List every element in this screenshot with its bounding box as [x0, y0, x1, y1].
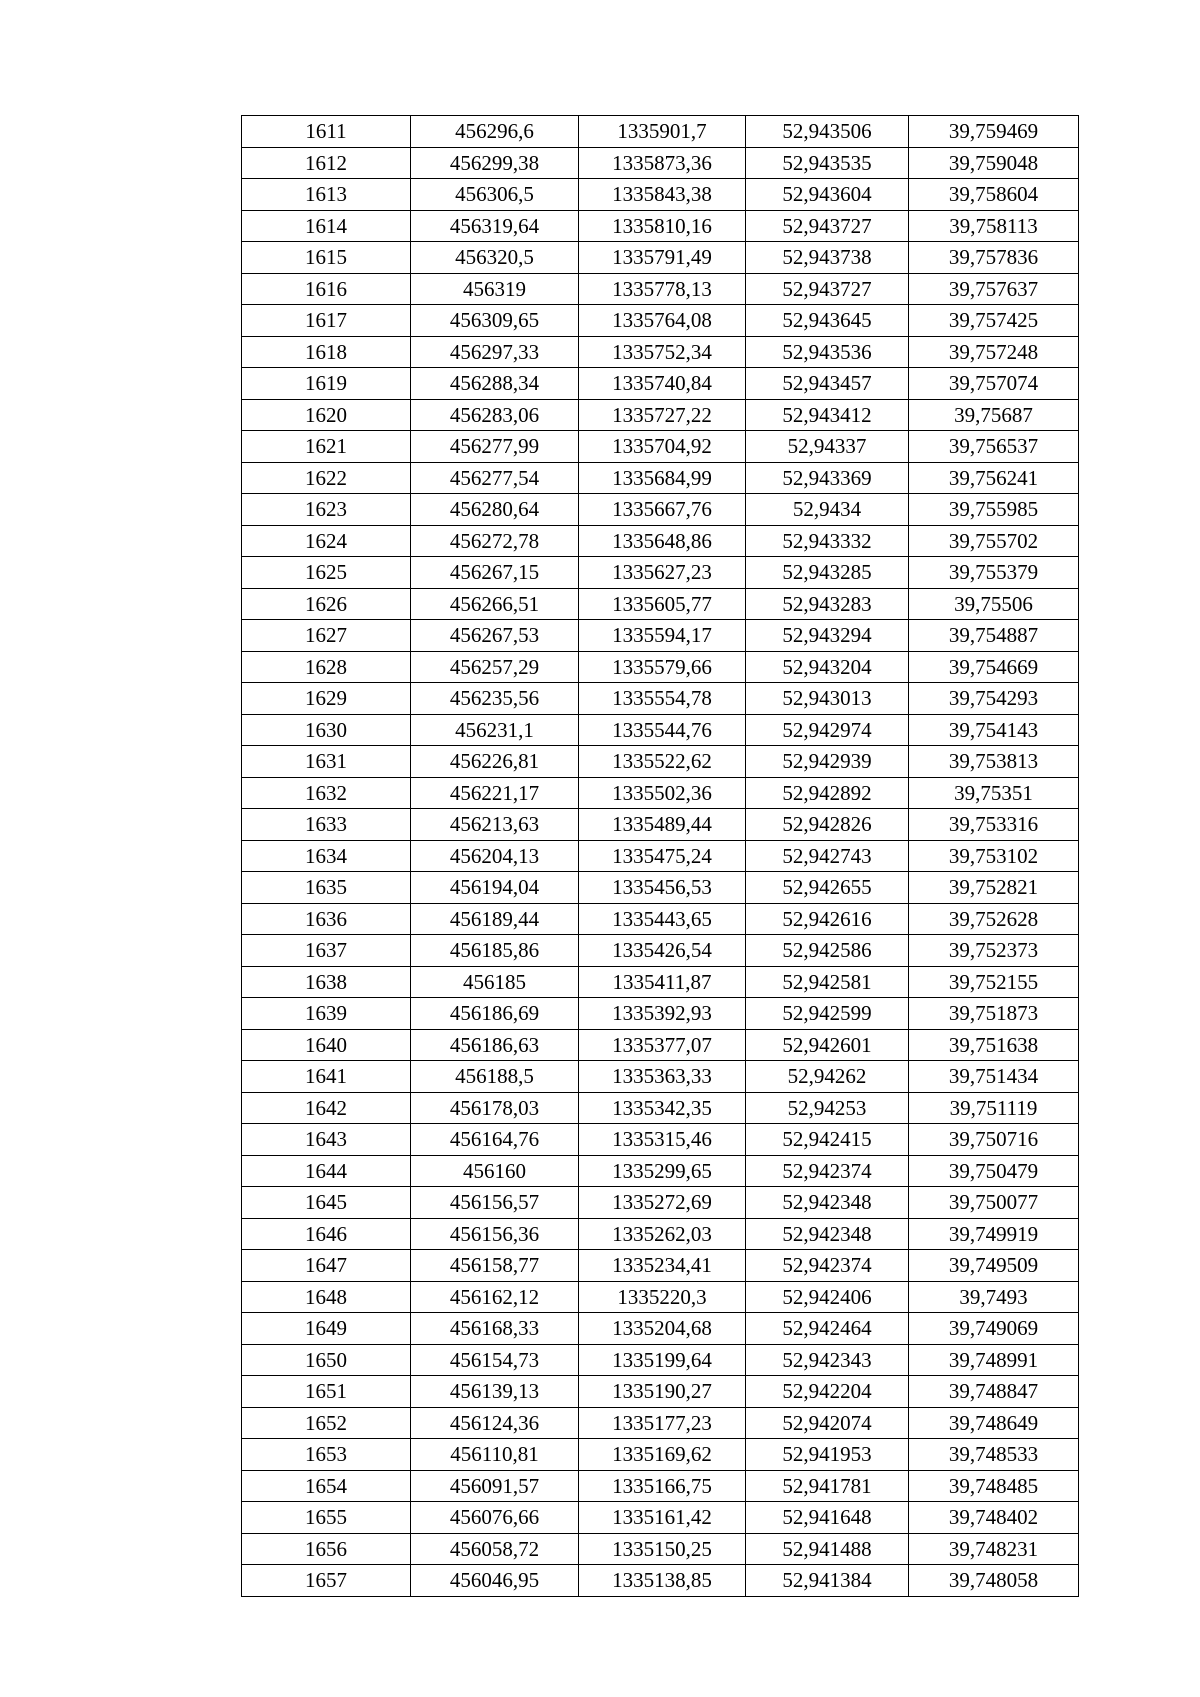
y-coordinate-cell: 1335299,65: [579, 1155, 746, 1187]
x-coordinate-cell: 456277,54: [411, 462, 579, 494]
x-coordinate-cell: 456288,34: [411, 368, 579, 400]
latitude-cell: 52,942892: [746, 777, 909, 809]
coordinates-table: [241, 115, 1079, 1597]
x-coordinate-cell: 456156,57: [411, 1187, 579, 1219]
y-coordinate-cell: 1335554,78: [579, 683, 746, 715]
point-number-cell: 1642: [242, 1092, 411, 1124]
y-coordinate-cell: 1335234,41: [579, 1250, 746, 1282]
point-number-cell: 1625: [242, 557, 411, 589]
latitude-cell: 52,942586: [746, 935, 909, 967]
latitude-cell: 52,942348: [746, 1218, 909, 1250]
point-number-cell: 1615: [242, 242, 411, 274]
longitude-cell: 39,754669: [909, 651, 1079, 683]
latitude-cell: 52,942406: [746, 1281, 909, 1313]
x-coordinate-cell: 456272,78: [411, 525, 579, 557]
table-row: [242, 1061, 1079, 1093]
longitude-cell: 39,748847: [909, 1376, 1079, 1408]
y-coordinate-cell: 1335489,44: [579, 809, 746, 841]
table-row: [242, 620, 1079, 652]
x-coordinate-cell: 456124,36: [411, 1407, 579, 1439]
table-row: [242, 116, 1079, 148]
latitude-cell: 52,942655: [746, 872, 909, 904]
y-coordinate-cell: 1335901,7: [579, 116, 746, 148]
point-number-cell: 1619: [242, 368, 411, 400]
latitude-cell: 52,943332: [746, 525, 909, 557]
table-row: [242, 557, 1079, 589]
longitude-cell: 39,756241: [909, 462, 1079, 494]
latitude-cell: 52,942743: [746, 840, 909, 872]
point-number-cell: 1628: [242, 651, 411, 683]
table-row: [242, 1565, 1079, 1597]
x-coordinate-cell: 456277,99: [411, 431, 579, 463]
table-row: [242, 273, 1079, 305]
x-coordinate-cell: 456076,66: [411, 1502, 579, 1534]
x-coordinate-cell: 456162,12: [411, 1281, 579, 1313]
longitude-cell: 39,75351: [909, 777, 1079, 809]
point-number-cell: 1620: [242, 399, 411, 431]
y-coordinate-cell: 1335342,35: [579, 1092, 746, 1124]
x-coordinate-cell: 456110,81: [411, 1439, 579, 1471]
longitude-cell: 39,750479: [909, 1155, 1079, 1187]
latitude-cell: 52,943283: [746, 588, 909, 620]
table-row: [242, 809, 1079, 841]
point-number-cell: 1650: [242, 1344, 411, 1376]
y-coordinate-cell: 1335579,66: [579, 651, 746, 683]
x-coordinate-cell: 456139,13: [411, 1376, 579, 1408]
longitude-cell: 39,754143: [909, 714, 1079, 746]
longitude-cell: 39,755702: [909, 525, 1079, 557]
x-coordinate-cell: 456283,06: [411, 399, 579, 431]
y-coordinate-cell: 1335377,07: [579, 1029, 746, 1061]
longitude-cell: 39,75687: [909, 399, 1079, 431]
y-coordinate-cell: 1335169,62: [579, 1439, 746, 1471]
x-coordinate-cell: 456091,57: [411, 1470, 579, 1502]
longitude-cell: 39,752155: [909, 966, 1079, 998]
longitude-cell: 39,748533: [909, 1439, 1079, 1471]
latitude-cell: 52,942374: [746, 1250, 909, 1282]
longitude-cell: 39,755985: [909, 494, 1079, 526]
point-number-cell: 1636: [242, 903, 411, 935]
point-number-cell: 1652: [242, 1407, 411, 1439]
y-coordinate-cell: 1335843,38: [579, 179, 746, 211]
y-coordinate-cell: 1335220,3: [579, 1281, 746, 1313]
point-number-cell: 1648: [242, 1281, 411, 1313]
point-number-cell: 1623: [242, 494, 411, 526]
point-number-cell: 1622: [242, 462, 411, 494]
table-row: [242, 903, 1079, 935]
longitude-cell: 39,751873: [909, 998, 1079, 1030]
latitude-cell: 52,943285: [746, 557, 909, 589]
y-coordinate-cell: 1335873,36: [579, 147, 746, 179]
longitude-cell: 39,759048: [909, 147, 1079, 179]
point-number-cell: 1649: [242, 1313, 411, 1345]
x-coordinate-cell: 456185,86: [411, 935, 579, 967]
latitude-cell: 52,94337: [746, 431, 909, 463]
x-coordinate-cell: 456188,5: [411, 1061, 579, 1093]
y-coordinate-cell: 1335363,33: [579, 1061, 746, 1093]
y-coordinate-cell: 1335648,86: [579, 525, 746, 557]
y-coordinate-cell: 1335190,27: [579, 1376, 746, 1408]
latitude-cell: 52,943294: [746, 620, 909, 652]
table-row: [242, 966, 1079, 998]
point-number-cell: 1656: [242, 1533, 411, 1565]
x-coordinate-cell: 456299,38: [411, 147, 579, 179]
longitude-cell: 39,751638: [909, 1029, 1079, 1061]
latitude-cell: 52,94262: [746, 1061, 909, 1093]
x-coordinate-cell: 456186,63: [411, 1029, 579, 1061]
y-coordinate-cell: 1335443,65: [579, 903, 746, 935]
point-number-cell: 1627: [242, 620, 411, 652]
table-row: [242, 525, 1079, 557]
table-row: [242, 494, 1079, 526]
latitude-cell: 52,943457: [746, 368, 909, 400]
latitude-cell: 52,942464: [746, 1313, 909, 1345]
latitude-cell: 52,941488: [746, 1533, 909, 1565]
x-coordinate-cell: 456204,13: [411, 840, 579, 872]
y-coordinate-cell: 1335262,03: [579, 1218, 746, 1250]
point-number-cell: 1644: [242, 1155, 411, 1187]
longitude-cell: 39,749509: [909, 1250, 1079, 1282]
y-coordinate-cell: 1335150,25: [579, 1533, 746, 1565]
x-coordinate-cell: 456267,53: [411, 620, 579, 652]
table-row: [242, 1502, 1079, 1534]
latitude-cell: 52,942601: [746, 1029, 909, 1061]
latitude-cell: 52,942374: [746, 1155, 909, 1187]
point-number-cell: 1653: [242, 1439, 411, 1471]
longitude-cell: 39,757074: [909, 368, 1079, 400]
y-coordinate-cell: 1335667,76: [579, 494, 746, 526]
table-row: [242, 179, 1079, 211]
longitude-cell: 39,752821: [909, 872, 1079, 904]
point-number-cell: 1637: [242, 935, 411, 967]
latitude-cell: 52,942581: [746, 966, 909, 998]
longitude-cell: 39,759469: [909, 116, 1079, 148]
table-row: [242, 399, 1079, 431]
point-number-cell: 1639: [242, 998, 411, 1030]
longitude-cell: 39,7493: [909, 1281, 1079, 1313]
y-coordinate-cell: 1335138,85: [579, 1565, 746, 1597]
longitude-cell: 39,757836: [909, 242, 1079, 274]
table-row: [242, 368, 1079, 400]
point-number-cell: 1647: [242, 1250, 411, 1282]
x-coordinate-cell: 456257,29: [411, 651, 579, 683]
longitude-cell: 39,752373: [909, 935, 1079, 967]
table-row: [242, 1439, 1079, 1471]
latitude-cell: 52,941953: [746, 1439, 909, 1471]
x-coordinate-cell: 456185: [411, 966, 579, 998]
table-row: [242, 840, 1079, 872]
longitude-cell: 39,748649: [909, 1407, 1079, 1439]
x-coordinate-cell: 456058,72: [411, 1533, 579, 1565]
table-row: [242, 1250, 1079, 1282]
table-row: [242, 242, 1079, 274]
longitude-cell: 39,750716: [909, 1124, 1079, 1156]
point-number-cell: 1614: [242, 210, 411, 242]
point-number-cell: 1612: [242, 147, 411, 179]
point-number-cell: 1654: [242, 1470, 411, 1502]
table-row: [242, 777, 1079, 809]
latitude-cell: 52,941384: [746, 1565, 909, 1597]
y-coordinate-cell: 1335791,49: [579, 242, 746, 274]
longitude-cell: 39,753813: [909, 746, 1079, 778]
latitude-cell: 52,943412: [746, 399, 909, 431]
latitude-cell: 52,943738: [746, 242, 909, 274]
x-coordinate-cell: 456156,36: [411, 1218, 579, 1250]
y-coordinate-cell: 1335544,76: [579, 714, 746, 746]
point-number-cell: 1645: [242, 1187, 411, 1219]
y-coordinate-cell: 1335315,46: [579, 1124, 746, 1156]
longitude-cell: 39,751434: [909, 1061, 1079, 1093]
latitude-cell: 52,943535: [746, 147, 909, 179]
table-row: [242, 714, 1079, 746]
table-row: [242, 935, 1079, 967]
y-coordinate-cell: 1335727,22: [579, 399, 746, 431]
latitude-cell: 52,943536: [746, 336, 909, 368]
table-row: [242, 462, 1079, 494]
point-number-cell: 1643: [242, 1124, 411, 1156]
y-coordinate-cell: 1335204,68: [579, 1313, 746, 1345]
table-row: [242, 1470, 1079, 1502]
x-coordinate-cell: 456231,1: [411, 714, 579, 746]
x-coordinate-cell: 456046,95: [411, 1565, 579, 1597]
point-number-cell: 1635: [242, 872, 411, 904]
latitude-cell: 52,941648: [746, 1502, 909, 1534]
point-number-cell: 1633: [242, 809, 411, 841]
x-coordinate-cell: 456221,17: [411, 777, 579, 809]
x-coordinate-cell: 456160: [411, 1155, 579, 1187]
table-row: [242, 1218, 1079, 1250]
x-coordinate-cell: 456319,64: [411, 210, 579, 242]
x-coordinate-cell: 456213,63: [411, 809, 579, 841]
x-coordinate-cell: 456296,6: [411, 116, 579, 148]
table-row: [242, 1281, 1079, 1313]
latitude-cell: 52,943645: [746, 305, 909, 337]
table-row: [242, 1313, 1079, 1345]
y-coordinate-cell: 1335177,23: [579, 1407, 746, 1439]
y-coordinate-cell: 1335456,53: [579, 872, 746, 904]
table-row: [242, 1029, 1079, 1061]
y-coordinate-cell: 1335426,54: [579, 935, 746, 967]
point-number-cell: 1655: [242, 1502, 411, 1534]
y-coordinate-cell: 1335199,64: [579, 1344, 746, 1376]
latitude-cell: 52,94253: [746, 1092, 909, 1124]
table-row: [242, 588, 1079, 620]
latitude-cell: 52,942616: [746, 903, 909, 935]
x-coordinate-cell: 456320,5: [411, 242, 579, 274]
coordinates-table-body: [242, 116, 1079, 1597]
longitude-cell: 39,755379: [909, 557, 1079, 589]
longitude-cell: 39,748231: [909, 1533, 1079, 1565]
table-row: [242, 683, 1079, 715]
x-coordinate-cell: 456158,77: [411, 1250, 579, 1282]
longitude-cell: 39,753316: [909, 809, 1079, 841]
point-number-cell: 1638: [242, 966, 411, 998]
y-coordinate-cell: 1335752,34: [579, 336, 746, 368]
y-coordinate-cell: 1335810,16: [579, 210, 746, 242]
longitude-cell: 39,753102: [909, 840, 1079, 872]
point-number-cell: 1646: [242, 1218, 411, 1250]
latitude-cell: 52,942826: [746, 809, 909, 841]
table-row: [242, 1533, 1079, 1565]
x-coordinate-cell: 456226,81: [411, 746, 579, 778]
y-coordinate-cell: 1335764,08: [579, 305, 746, 337]
point-number-cell: 1640: [242, 1029, 411, 1061]
y-coordinate-cell: 1335502,36: [579, 777, 746, 809]
x-coordinate-cell: 456154,73: [411, 1344, 579, 1376]
longitude-cell: 39,75506: [909, 588, 1079, 620]
x-coordinate-cell: 456194,04: [411, 872, 579, 904]
latitude-cell: 52,942415: [746, 1124, 909, 1156]
x-coordinate-cell: 456297,33: [411, 336, 579, 368]
x-coordinate-cell: 456168,33: [411, 1313, 579, 1345]
table-row: [242, 998, 1079, 1030]
table-row: [242, 1124, 1079, 1156]
x-coordinate-cell: 456306,5: [411, 179, 579, 211]
longitude-cell: 39,751119: [909, 1092, 1079, 1124]
y-coordinate-cell: 1335605,77: [579, 588, 746, 620]
point-number-cell: 1631: [242, 746, 411, 778]
point-number-cell: 1616: [242, 273, 411, 305]
longitude-cell: 39,754887: [909, 620, 1079, 652]
y-coordinate-cell: 1335522,62: [579, 746, 746, 778]
table-row: [242, 1092, 1079, 1124]
point-number-cell: 1621: [242, 431, 411, 463]
point-number-cell: 1618: [242, 336, 411, 368]
table-row: [242, 305, 1079, 337]
x-coordinate-cell: 456164,76: [411, 1124, 579, 1156]
point-number-cell: 1611: [242, 116, 411, 148]
point-number-cell: 1630: [242, 714, 411, 746]
x-coordinate-cell: 456186,69: [411, 998, 579, 1030]
longitude-cell: 39,750077: [909, 1187, 1079, 1219]
latitude-cell: 52,942974: [746, 714, 909, 746]
y-coordinate-cell: 1335684,99: [579, 462, 746, 494]
longitude-cell: 39,758113: [909, 210, 1079, 242]
longitude-cell: 39,757425: [909, 305, 1079, 337]
table-row: [242, 1155, 1079, 1187]
y-coordinate-cell: 1335392,93: [579, 998, 746, 1030]
y-coordinate-cell: 1335704,92: [579, 431, 746, 463]
x-coordinate-cell: 456280,64: [411, 494, 579, 526]
latitude-cell: 52,9434: [746, 494, 909, 526]
y-coordinate-cell: 1335475,24: [579, 840, 746, 872]
table-row: [242, 1376, 1079, 1408]
longitude-cell: 39,748058: [909, 1565, 1079, 1597]
table-row: [242, 210, 1079, 242]
latitude-cell: 52,943204: [746, 651, 909, 683]
table-row: [242, 1407, 1079, 1439]
y-coordinate-cell: 1335161,42: [579, 1502, 746, 1534]
table-row: [242, 147, 1079, 179]
table-row: [242, 651, 1079, 683]
latitude-cell: 52,942074: [746, 1407, 909, 1439]
longitude-cell: 39,748485: [909, 1470, 1079, 1502]
x-coordinate-cell: 456309,65: [411, 305, 579, 337]
latitude-cell: 52,941781: [746, 1470, 909, 1502]
y-coordinate-cell: 1335272,69: [579, 1187, 746, 1219]
x-coordinate-cell: 456235,56: [411, 683, 579, 715]
y-coordinate-cell: 1335166,75: [579, 1470, 746, 1502]
y-coordinate-cell: 1335740,84: [579, 368, 746, 400]
point-number-cell: 1634: [242, 840, 411, 872]
point-number-cell: 1626: [242, 588, 411, 620]
table-row: [242, 431, 1079, 463]
y-coordinate-cell: 1335411,87: [579, 966, 746, 998]
longitude-cell: 39,757637: [909, 273, 1079, 305]
point-number-cell: 1657: [242, 1565, 411, 1597]
table-row: [242, 1344, 1079, 1376]
point-number-cell: 1651: [242, 1376, 411, 1408]
x-coordinate-cell: 456267,15: [411, 557, 579, 589]
point-number-cell: 1641: [242, 1061, 411, 1093]
longitude-cell: 39,754293: [909, 683, 1079, 715]
longitude-cell: 39,749919: [909, 1218, 1079, 1250]
point-number-cell: 1629: [242, 683, 411, 715]
longitude-cell: 39,752628: [909, 903, 1079, 935]
point-number-cell: 1617: [242, 305, 411, 337]
latitude-cell: 52,943369: [746, 462, 909, 494]
x-coordinate-cell: 456178,03: [411, 1092, 579, 1124]
y-coordinate-cell: 1335627,23: [579, 557, 746, 589]
point-number-cell: 1632: [242, 777, 411, 809]
longitude-cell: 39,758604: [909, 179, 1079, 211]
point-number-cell: 1613: [242, 179, 411, 211]
longitude-cell: 39,748402: [909, 1502, 1079, 1534]
y-coordinate-cell: 1335594,17: [579, 620, 746, 652]
table-row: [242, 872, 1079, 904]
x-coordinate-cell: 456189,44: [411, 903, 579, 935]
longitude-cell: 39,749069: [909, 1313, 1079, 1345]
latitude-cell: 52,942343: [746, 1344, 909, 1376]
table-row: [242, 746, 1079, 778]
latitude-cell: 52,943727: [746, 273, 909, 305]
latitude-cell: 52,943013: [746, 683, 909, 715]
latitude-cell: 52,942204: [746, 1376, 909, 1408]
longitude-cell: 39,757248: [909, 336, 1079, 368]
y-coordinate-cell: 1335778,13: [579, 273, 746, 305]
latitude-cell: 52,942939: [746, 746, 909, 778]
latitude-cell: 52,943727: [746, 210, 909, 242]
table-row: [242, 336, 1079, 368]
latitude-cell: 52,943604: [746, 179, 909, 211]
latitude-cell: 52,942348: [746, 1187, 909, 1219]
latitude-cell: 52,942599: [746, 998, 909, 1030]
table-row: [242, 1187, 1079, 1219]
longitude-cell: 39,756537: [909, 431, 1079, 463]
point-number-cell: 1624: [242, 525, 411, 557]
x-coordinate-cell: 456319: [411, 273, 579, 305]
x-coordinate-cell: 456266,51: [411, 588, 579, 620]
latitude-cell: 52,943506: [746, 116, 909, 148]
longitude-cell: 39,748991: [909, 1344, 1079, 1376]
